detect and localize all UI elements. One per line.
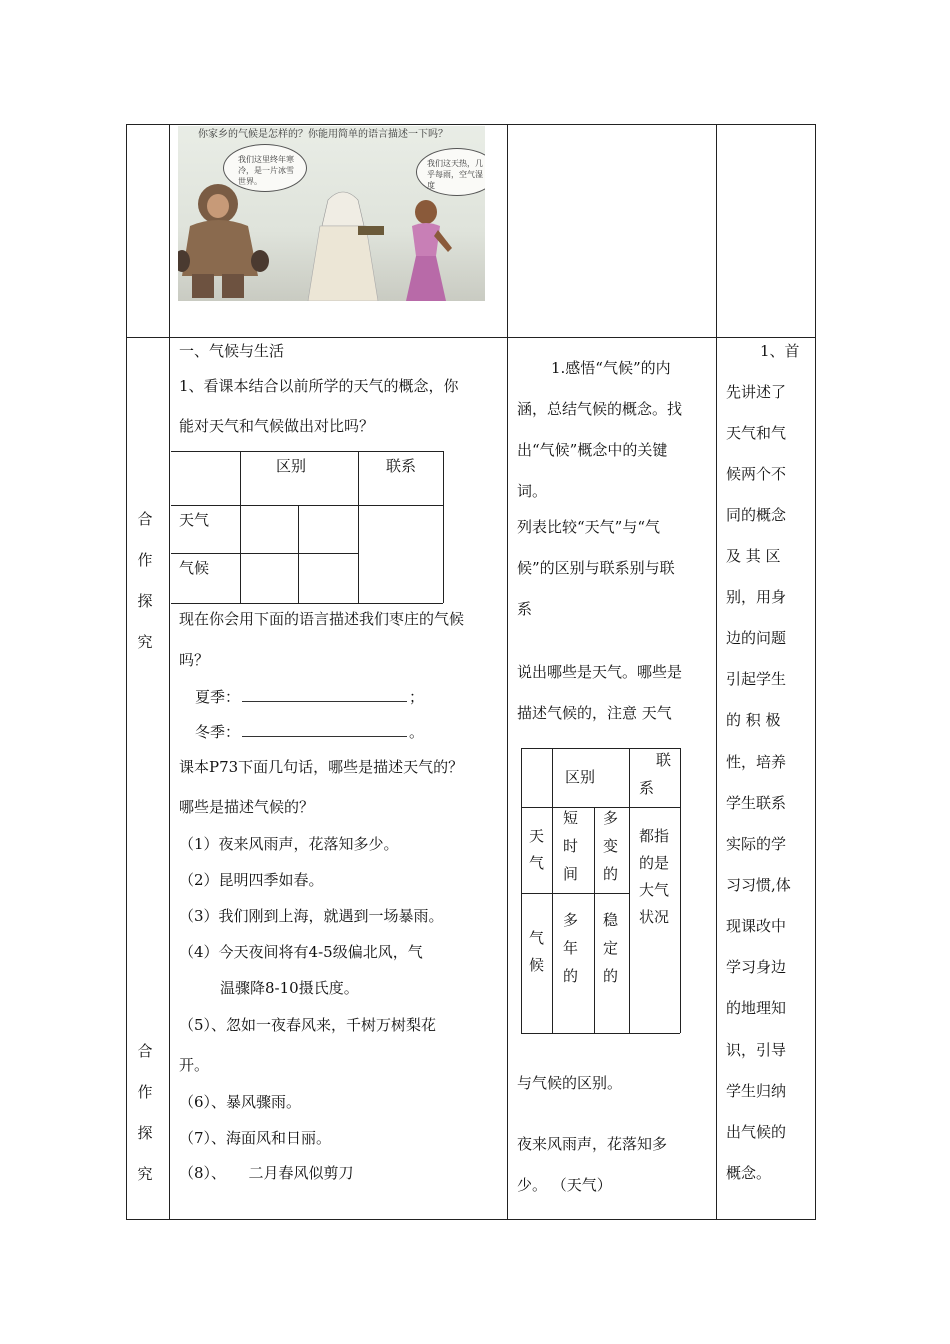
speech-bubble-left: 我们这里终年寒冷，是一片冰雪世界。: [223, 144, 307, 192]
design-line-15: 现课改中: [726, 917, 787, 935]
design-line-19: 学生归纳: [726, 1082, 787, 1100]
describe-line-2: 吗？: [179, 651, 210, 669]
stage-label-char-3: 探: [137, 592, 153, 610]
design-line-5: 同的概念: [726, 506, 787, 524]
mini-short-3: 间: [563, 865, 579, 883]
table-left-border: [126, 124, 127, 1219]
list-item-5-cont: 开。: [179, 1056, 210, 1074]
list-item-4: （4）今天夜间将有4-5级偏北风，气: [179, 943, 423, 961]
design-line-6: 及 其 区: [726, 547, 781, 565]
mini-table-right: [680, 748, 681, 1033]
mini-header-link-1: 联: [656, 751, 672, 769]
design-line-13: 实际的学: [726, 835, 787, 853]
mini-table-top: [521, 748, 680, 749]
compare-table-bottom: [171, 603, 443, 604]
mini-table-col-3: [629, 748, 630, 1033]
design-line-21: 概念。: [726, 1164, 772, 1182]
compare-table-col-3: [358, 451, 359, 603]
mini-header-link-2: 系: [639, 779, 655, 797]
winter-line: [195, 722, 424, 742]
design-line-16: 学习身边: [726, 958, 787, 976]
mini-weather-2: 气: [529, 854, 545, 872]
mini-long-3: 的: [563, 967, 579, 985]
list-item-8: （8）、 二月春风似剪刀: [179, 1164, 354, 1182]
student-say-line-2: 描述气候的，注意 天气: [517, 704, 672, 722]
design-line-18: 识，引导: [726, 1041, 787, 1059]
children-illustration: [178, 126, 485, 301]
list-item-4-cont: 温骤降8-10摄氏度。: [220, 979, 359, 997]
mini-climate-2: 候: [529, 956, 545, 974]
photo-caption: 你家乡的气候是怎样的？你能用简单的语言描述一下吗？: [198, 129, 448, 140]
mini-stable-1: 稳: [603, 911, 619, 929]
mini-header-diff: 区别: [565, 768, 596, 786]
student-line-6: 候”的区别与联系别与联: [517, 559, 675, 577]
design-line-1: 1、首: [760, 342, 800, 360]
speech-bubble-right: 我们这天热，几乎每雨，空气湿度: [416, 148, 485, 196]
list-item-7: （7）、海面风和日丽。: [179, 1129, 332, 1147]
mini-table-col-1: [552, 748, 553, 1033]
table-top-border: [126, 124, 816, 125]
table-col-divider-1: [169, 124, 170, 1219]
mini-long-1: 多: [563, 911, 579, 929]
mini-long-2: 年: [563, 939, 579, 957]
list-item-6: （6）、暴风骤雨。: [179, 1093, 302, 1111]
stage-label-char-4: 究: [137, 633, 153, 651]
stage-label-2-char-1: 合: [137, 1042, 153, 1060]
table-row-divider: [126, 337, 816, 338]
textbook-photo: [178, 126, 485, 301]
mini-link-text-4: 状况: [639, 908, 670, 926]
student-line-3: 出“气候”概念中的关键: [517, 441, 668, 459]
mini-table-row-2: [521, 893, 629, 894]
winter-label: 冬季：: [195, 723, 241, 741]
table-col-divider-3: [716, 124, 717, 1219]
design-line-14: 习习惯,体: [726, 876, 791, 894]
question-1-line-1: 1、看课本结合以前所学的天气的概念，你: [179, 377, 459, 395]
design-line-4: 候两个不: [726, 465, 787, 483]
compare-row-climate: 气候: [179, 559, 210, 577]
stage-label-char-2: 作: [137, 551, 153, 569]
design-line-12: 学生联系: [726, 794, 787, 812]
p73-line-1: 课本P73下面几句话，哪些是描述天气的？: [179, 758, 464, 776]
compare-table-row-2: [171, 553, 359, 554]
summer-end: ；: [409, 688, 425, 706]
design-line-7: 别，用身: [726, 588, 787, 606]
student-example-line-1: 夜来风雨声，花落知多: [517, 1135, 668, 1153]
table-bottom-border: [126, 1219, 816, 1220]
student-after-line: 与气候的区别。: [517, 1074, 623, 1092]
design-line-17: 的地理知: [726, 999, 787, 1017]
design-line-9: 引起学生: [726, 670, 787, 688]
student-line-5: 列表比较“天气”与“气: [517, 518, 661, 536]
mini-table-left: [521, 748, 522, 1033]
mini-change-1: 多: [603, 809, 619, 827]
student-line-4: 词。: [517, 482, 548, 500]
mini-link-text-2: 的是: [639, 854, 670, 872]
mini-climate-1: 气: [529, 929, 545, 947]
compare-header-diff: 区别: [276, 457, 307, 475]
design-line-10: 的 积 极: [726, 711, 781, 729]
student-say-line-1: 说出哪些是天气。哪些是: [517, 663, 683, 681]
compare-header-link: 联系: [386, 457, 417, 475]
winter-blank[interactable]: [242, 722, 407, 737]
stage-label-char-1: 合: [137, 510, 153, 528]
stage-label-2-char-2: 作: [137, 1083, 153, 1101]
design-line-2: 先讲述了: [726, 383, 787, 401]
compare-table-col-1: [240, 451, 241, 603]
compare-table-top: [171, 451, 443, 452]
p73-line-2: 哪些是描述气候的？: [179, 798, 315, 816]
compare-table-right: [443, 451, 444, 603]
design-line-11: 性，培养: [726, 753, 787, 771]
stage-label-2-char-4: 究: [137, 1165, 153, 1183]
student-line-7: 系: [517, 600, 533, 618]
summer-blank[interactable]: [242, 687, 407, 702]
list-item-5: （5）、忽如一夜春风来，千树万树梨花: [179, 1016, 437, 1034]
design-line-20: 出气候的: [726, 1123, 787, 1141]
student-example-line-2: 少。 （天气）: [517, 1176, 612, 1194]
list-item-3: （3）我们刚到上海，就遇到一场暴雨。: [179, 907, 444, 925]
mini-short-2: 时: [563, 837, 579, 855]
compare-table-row-1: [171, 505, 443, 506]
student-line-1: 1.感悟“气候”的内: [551, 359, 671, 377]
mini-short-1: 短: [563, 809, 579, 827]
mini-stable-2: 定: [603, 939, 619, 957]
summer-line: [195, 687, 424, 707]
mini-stable-3: 的: [603, 967, 619, 985]
compare-row-weather: 天气: [179, 511, 210, 529]
winter-end: 。: [409, 723, 425, 741]
mini-table-row-1: [521, 807, 680, 808]
section-heading: 一、气候与生活: [179, 342, 285, 360]
mini-table-col-2: [594, 807, 595, 1033]
mini-link-text-3: 大气: [639, 881, 670, 899]
mini-weather-1: 天: [529, 827, 545, 845]
table-col-divider-2: [507, 124, 508, 1219]
list-item-2: （2）昆明四季如春。: [179, 871, 324, 889]
list-item-1: （1）夜来风雨声，花落知多少。: [179, 835, 399, 853]
describe-line-1: 现在你会用下面的语言描述我们枣庄的气候: [179, 610, 465, 628]
design-line-3: 天气和气: [726, 424, 787, 442]
mini-link-text-1: 都指: [639, 827, 670, 845]
mini-change-2: 变: [603, 837, 619, 855]
stage-label-2-char-3: 探: [137, 1124, 153, 1142]
student-line-2: 涵，总结气候的概念。找: [517, 400, 683, 418]
design-line-8: 边的问题: [726, 629, 787, 647]
mini-table-bottom: [521, 1033, 680, 1034]
question-1-line-2: 能对天气和气候做出对比吗？: [179, 417, 375, 435]
table-right-border: [815, 124, 816, 1219]
compare-table-col-2: [298, 505, 299, 603]
mini-change-3: 的: [603, 865, 619, 883]
summer-label: 夏季：: [195, 688, 241, 706]
